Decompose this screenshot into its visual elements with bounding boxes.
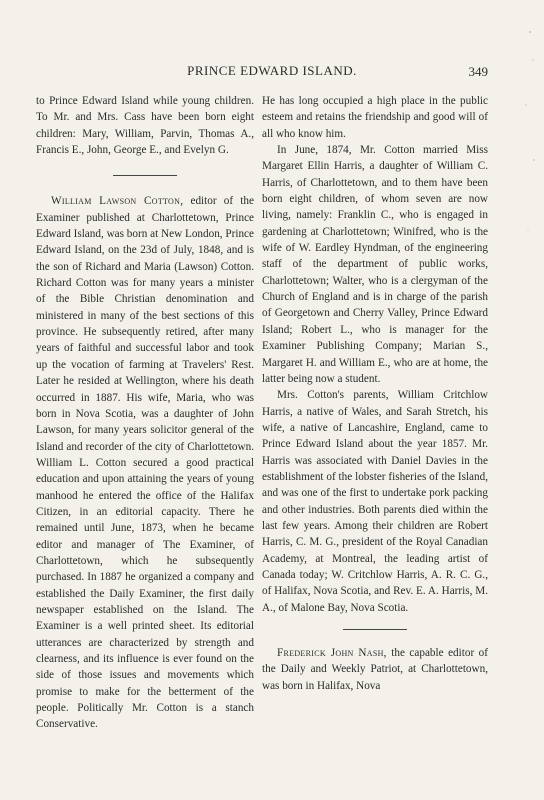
cass-paragraph-end: to Prince Edward Island while young children. To Mr. and Mrs. Cass have been born eight children: Mary, William, Parvin, Thomas A., Francis E., John, George E., and Evelyn G.: [36, 95, 254, 157]
subject-name: William Lawson Cotton,: [51, 195, 184, 208]
nash-biography-paragraph: [262, 645, 488, 694]
subject-name: Frederick John Nash,: [277, 647, 387, 659]
section-divider: [113, 175, 177, 176]
page-header: [0, 63, 544, 79]
left-column: [36, 93, 254, 733]
page-number: 349: [468, 64, 488, 79]
cotton-biography-text: editor of the Examiner published at Charlottetown, Prince Edward Island, was born at New London, Prince Edward Island, on the 23d of July, 1848, and is the son of Richard and Maria (Lawson) Cotton. Richard Cotton was for many years a minister of the Bible Christian denomination and ministered in many of the best sections of this province. He subsequently retired, after many years of faithful and successful labor and took up the vocation of farming at Travelers' Rest. Later he resided at Wellington, where his death occurred in 1887. His wife, Maria, who was born in Nova Scotia, was a daughter of John Lawson, for many years solicitor general of the Island and recorder of the city of Charlottetown. William L. Cotton secured a good practical education and upon attaining the years of young manhood he entered the office of the Halifax Citizen, in an editorial capacity. There he remained until June, 1873, when he became editor and manager of The Examiner, of Charlottetown, which he subsequently purchased. In 1887 he organized a company and established the Daily Examiner, the first daily newspaper established on the Island. The Examiner is a well printed sheet. Its editorial utterances are characterized by strength and clearness, and its influence is ever found on the side of those issues and movements which promise to make for the betterment of the people. Politically Mr. Cotton is a stanch Conservative.: [36, 195, 254, 731]
running-head: PRINCE EDWARD ISLAND.: [187, 63, 357, 78]
right-column: [262, 93, 488, 694]
cotton-biography-paragraph: [36, 193, 254, 732]
cotton-marriage-paragraph: In June, 1874, Mr. Cotton married Miss Margaret Ellin Harris, a daughter of William C. Harris, of Charlottetown, and to them have been born eight children, of whom seven are now living, namely: Franklin C., who is engaged in gardening at Charlottetown; Winifred, who is the wife of W. Eardley Hyndman, of the engineering staff of the department of public works, Charlottetown; Walter, who is a clergyman of the Church of England and is in charge of the parish of Georgetown and Cherry Valley, Prince Edward Island; Robert L., who is manager for the Examiner Publishing Company; Marian S., Margaret H. and William E., who are at home, the latter being now a student.: [262, 144, 488, 385]
paper-specks: [508, 20, 538, 280]
cotton-esteem-paragraph: He has long occupied a high place in the public esteem and retains the friendship and good will of all who know him.: [262, 95, 488, 140]
section-divider: [343, 629, 407, 630]
harris-parents-paragraph: Mrs. Cotton's parents, William Critchlow Harris, a native of Wales, and Sarah Stretch, his wife, a native of Lancashire, England, came to Prince Edward Island about the year 1857. Mr. Harris was associated with Daniel Davies in the establishment of the lobster fisheries of the Island, and was one of the first to undertake pork packing and other industries. Both parents died within the last few years. Among their children are Robert Harris, C. M. G., president of the Royal Canadian Academy, at Montreal, the leading artist of Canada today; W. Critchlow Harris, A. R. C. G., of Halifax, Nova Scotia, and Rev. E. A. Harris, M. A., of Malone Bay, Nova Scotia.: [262, 389, 488, 614]
nash-biography-text: the capable editor of the Daily and Weekly Patriot, at Charlottetown, was born in Halifax, Nova: [262, 647, 488, 692]
